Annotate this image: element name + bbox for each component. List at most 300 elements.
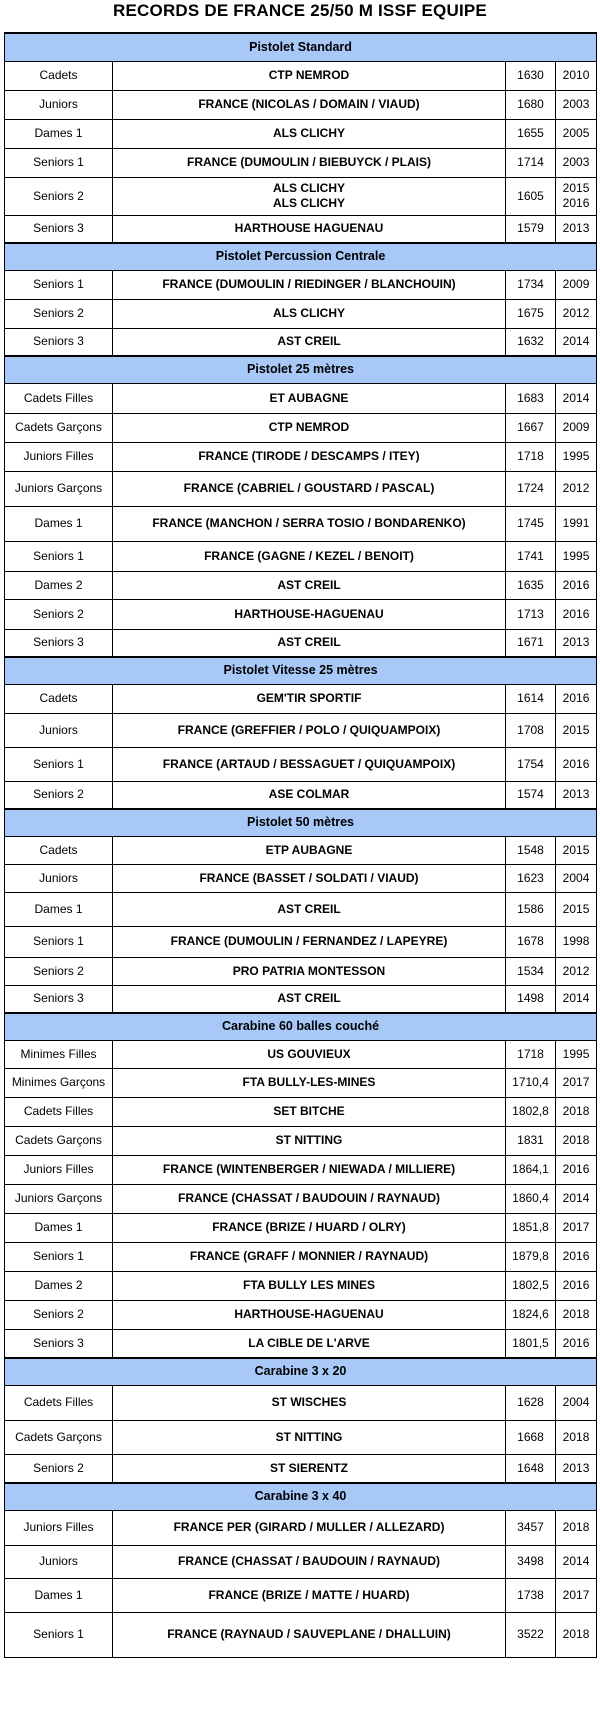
category-cell: Cadets (5, 836, 113, 864)
year-value: 2016 (562, 196, 590, 210)
category-cell: Juniors Garçons (5, 1184, 113, 1213)
team-name: ST NITTING (275, 1133, 343, 1147)
team-cell (113, 1420, 506, 1454)
score-cell: 1718 (506, 442, 556, 471)
team-cell (113, 383, 506, 413)
record-row (5, 541, 597, 571)
category-cell: Dames 1 (5, 506, 113, 541)
score-cell: 1851,8 (506, 1213, 556, 1242)
score-cell: 1586 (506, 892, 556, 926)
team-name: FRANCE (BRIZE / HUARD / OLRY) (212, 1220, 406, 1234)
team-name: ET AUBAGNE (269, 390, 349, 405)
team-name: FTA BULLY LES MINES (242, 1278, 375, 1292)
year-value: 2004 (562, 1395, 590, 1409)
record-row (5, 1578, 597, 1612)
team-name: FRANCE (DUMOULIN / RIEDINGER / BLANCHOUIN) (162, 277, 456, 291)
section-header (5, 243, 597, 270)
year-value: 2015 (562, 181, 590, 195)
record-row (5, 747, 597, 781)
score-cell: 1579 (506, 215, 556, 243)
year-value: 2016 (562, 1249, 590, 1263)
score-cell: 1879,8 (506, 1242, 556, 1271)
score-cell: 1864,1 (506, 1155, 556, 1184)
record-row (5, 177, 597, 215)
year-cell (556, 413, 597, 442)
year-value: 2016 (562, 1335, 590, 1350)
score-cell: 1574 (506, 781, 556, 809)
team-name: HARTHOUSE HAGUENAU (234, 221, 384, 236)
record-row (5, 1420, 597, 1454)
team-name: FRANCE (GRAFF / MONNIER / RAYNAUD) (189, 1249, 429, 1263)
category-cell: Seniors 2 (5, 1300, 113, 1329)
year-value: 2018 (562, 1627, 590, 1641)
team-cell (113, 90, 506, 119)
year-cell (556, 892, 597, 926)
category-cell: Seniors 3 (5, 629, 113, 657)
score-cell: 3498 (506, 1545, 556, 1578)
score-cell: 3457 (506, 1510, 556, 1545)
record-row (5, 1329, 597, 1358)
year-value: 2009 (562, 277, 590, 291)
year-value: 2015 (562, 901, 590, 916)
category-cell: Dames 1 (5, 1213, 113, 1242)
category-cell: Juniors Filles (5, 1155, 113, 1184)
year-cell (556, 1300, 597, 1329)
team-cell (113, 985, 506, 1013)
team-cell (113, 328, 506, 356)
year-value: 2017 (562, 1587, 590, 1602)
team-cell (113, 1184, 506, 1213)
section-title: Pistolet Percussion Centrale (5, 243, 597, 270)
record-row (5, 270, 597, 299)
year-cell (556, 747, 597, 781)
team-cell (113, 471, 506, 506)
team-name: ALS CLICHY (273, 306, 345, 320)
record-row (5, 926, 597, 957)
record-row (5, 1300, 597, 1329)
year-value: 2015 (562, 722, 590, 737)
section-title: Pistolet 25 mètres (5, 356, 597, 383)
team-cell (113, 926, 506, 957)
team-name: ALS CLICHY (273, 126, 345, 140)
team-cell (113, 442, 506, 471)
team-name: AST CREIL (277, 334, 341, 349)
year-cell (556, 61, 597, 90)
category-cell: Juniors Filles (5, 1510, 113, 1545)
score-cell: 1724 (506, 471, 556, 506)
category-cell: Minimes Filles (5, 1040, 113, 1068)
score-cell: 1667 (506, 413, 556, 442)
score-cell: 1802,8 (506, 1097, 556, 1126)
year-cell (556, 957, 597, 985)
year-cell (556, 781, 597, 809)
score-cell: 1680 (506, 90, 556, 119)
record-row (5, 836, 597, 864)
year-value: 2018 (562, 1307, 590, 1321)
year-value: 2014 (562, 390, 590, 405)
team-name: ALS CLICHY (273, 181, 345, 195)
team-name: LA CIBLE DE L'ARVE (248, 1335, 370, 1350)
page-title: RECORDS DE FRANCE 25/50 M ISSF EQUIPE (113, 1, 487, 20)
record-row (5, 471, 597, 506)
team-name: FRANCE (NICOLAS / DOMAIN / VIAUD) (198, 97, 420, 111)
category-cell: Cadets Garçons (5, 1420, 113, 1454)
year-value: 2004 (562, 870, 590, 885)
category-cell: Dames 2 (5, 571, 113, 599)
year-value: 1995 (562, 548, 590, 563)
team-cell (113, 864, 506, 892)
score-cell: 1614 (506, 684, 556, 713)
record-row (5, 328, 597, 356)
record-row (5, 781, 597, 809)
record-row (5, 299, 597, 328)
year-cell (556, 383, 597, 413)
team-cell (113, 1612, 506, 1657)
category-cell: Seniors 1 (5, 148, 113, 177)
category-cell: Seniors 2 (5, 599, 113, 629)
category-cell: Juniors (5, 90, 113, 119)
category-cell: Seniors 2 (5, 177, 113, 215)
year-value: 2018 (562, 1104, 590, 1118)
team-cell (113, 148, 506, 177)
score-cell: 1498 (506, 985, 556, 1013)
record-row (5, 864, 597, 892)
category-cell: Seniors 1 (5, 926, 113, 957)
year-value: 2018 (562, 1133, 590, 1147)
team-name: CTP NEMROD (268, 68, 350, 82)
year-cell (556, 629, 597, 657)
year-cell (556, 328, 597, 356)
year-cell (556, 1385, 597, 1420)
year-value: 2012 (562, 306, 590, 320)
score-cell: 1734 (506, 270, 556, 299)
record-row (5, 1545, 597, 1578)
year-cell (556, 442, 597, 471)
team-name: FRANCE (DUMOULIN / FERNANDEZ / LAPEYRE) (170, 934, 448, 948)
category-cell: Seniors 3 (5, 985, 113, 1013)
score-cell: 1678 (506, 926, 556, 957)
record-row (5, 1271, 597, 1300)
record-row (5, 1213, 597, 1242)
year-cell (556, 1454, 597, 1483)
team-name: FRANCE (CABRIEL / GOUSTARD / PASCAL) (183, 481, 435, 495)
section-header (5, 1013, 597, 1040)
year-cell (556, 1040, 597, 1068)
record-row (5, 1040, 597, 1068)
year-cell (556, 471, 597, 506)
category-cell: Seniors 3 (5, 1329, 113, 1358)
team-name: FRANCE (WINTENBERGER / NIEWADA / MILLIERE) (162, 1162, 456, 1176)
team-name: FRANCE (DUMOULIN / BIEBUYCK / PLAIS) (187, 155, 431, 169)
team-name: ALS CLICHY (273, 196, 345, 210)
year-cell (556, 1068, 597, 1097)
record-row (5, 892, 597, 926)
record-row (5, 215, 597, 243)
category-cell: Dames 1 (5, 892, 113, 926)
team-name: PRO PATRIA MONTESSON (232, 963, 386, 978)
year-value: 2009 (562, 420, 590, 434)
team-name: AST CREIL (277, 635, 341, 650)
record-row (5, 148, 597, 177)
score-cell: 1668 (506, 1420, 556, 1454)
section-title: Carabine 3 x 20 (5, 1358, 597, 1385)
score-cell: 1534 (506, 957, 556, 985)
year-cell (556, 864, 597, 892)
year-cell (556, 1578, 597, 1612)
team-name: US GOUVIEUX (267, 1046, 351, 1061)
year-value: 2014 (562, 334, 590, 349)
records-body (5, 33, 597, 1657)
year-value: 1995 (562, 1046, 590, 1061)
record-row (5, 571, 597, 599)
year-value: 2017 (562, 1220, 590, 1234)
year-cell (556, 1271, 597, 1300)
team-name: FRANCE (MANCHON / SERRA TOSIO / BONDARENKO) (152, 516, 466, 530)
team-cell (113, 270, 506, 299)
team-cell (113, 1242, 506, 1271)
year-cell (556, 571, 597, 599)
team-cell (113, 1126, 506, 1155)
year-cell (556, 713, 597, 747)
year-value: 1995 (562, 449, 590, 463)
score-cell: 1860,4 (506, 1184, 556, 1213)
score-cell: 1713 (506, 599, 556, 629)
record-row (5, 61, 597, 90)
record-row (5, 1068, 597, 1097)
year-cell (556, 1184, 597, 1213)
team-name: ETP AUBAGNE (265, 842, 353, 857)
year-cell (556, 1155, 597, 1184)
category-cell: Seniors 1 (5, 541, 113, 571)
team-cell (113, 599, 506, 629)
score-cell: 1628 (506, 1385, 556, 1420)
year-value: 2018 (562, 1429, 590, 1444)
team-cell (113, 1271, 506, 1300)
year-value: 2016 (562, 756, 590, 771)
team-cell (113, 119, 506, 148)
team-cell (113, 1329, 506, 1358)
score-cell: 1623 (506, 864, 556, 892)
team-name: FRANCE (BASSET / SOLDATI / VIAUD) (199, 870, 419, 885)
team-cell (113, 1068, 506, 1097)
team-cell (113, 177, 506, 215)
year-cell (556, 1329, 597, 1358)
category-cell: Minimes Garçons (5, 1068, 113, 1097)
score-cell: 1635 (506, 571, 556, 599)
category-cell: Dames 2 (5, 1271, 113, 1300)
record-row (5, 506, 597, 541)
year-value: 2016 (562, 691, 590, 705)
team-cell (113, 892, 506, 926)
team-cell (113, 1300, 506, 1329)
category-cell: Cadets (5, 684, 113, 713)
score-cell: 1741 (506, 541, 556, 571)
year-cell (556, 1612, 597, 1657)
team-name: AST CREIL (277, 577, 341, 592)
section-header (5, 657, 597, 684)
team-name: ST WISCHES (271, 1395, 347, 1409)
record-row (5, 1612, 597, 1657)
score-cell: 1738 (506, 1578, 556, 1612)
section-header (5, 356, 597, 383)
year-cell (556, 1510, 597, 1545)
section-header (5, 33, 597, 61)
team-cell (113, 1385, 506, 1420)
year-cell (556, 1213, 597, 1242)
score-cell: 3522 (506, 1612, 556, 1657)
team-name: CTP NEMROD (268, 420, 350, 434)
year-cell (556, 684, 597, 713)
category-cell: Seniors 2 (5, 957, 113, 985)
year-cell (556, 90, 597, 119)
score-cell: 1632 (506, 328, 556, 356)
category-cell: Juniors (5, 864, 113, 892)
year-cell (556, 599, 597, 629)
category-cell: Seniors 1 (5, 747, 113, 781)
category-cell: Juniors Filles (5, 442, 113, 471)
team-name: FRANCE (CHASSAT / BAUDOUIN / RAYNAUD) (177, 1554, 440, 1568)
category-cell: Seniors 3 (5, 215, 113, 243)
record-row (5, 1126, 597, 1155)
score-cell: 1801,5 (506, 1329, 556, 1358)
category-cell: Cadets Garçons (5, 413, 113, 442)
team-cell (113, 629, 506, 657)
section-title: Pistolet Vitesse 25 mètres (5, 657, 597, 684)
category-cell: Cadets Filles (5, 383, 113, 413)
team-name: FTA BULLY-LES-MINES (242, 1075, 376, 1089)
year-cell (556, 177, 597, 215)
year-value: 2003 (562, 97, 590, 111)
record-row (5, 957, 597, 985)
team-cell (113, 957, 506, 985)
team-name: AST CREIL (277, 901, 341, 916)
team-name: SET BITCHE (273, 1104, 345, 1118)
team-name: FRANCE (ARTAUD / BESSAGUET / QUIQUAMPOIX) (162, 756, 456, 771)
team-cell (113, 713, 506, 747)
year-value: 2013 (562, 787, 590, 802)
record-row (5, 119, 597, 148)
score-cell: 1630 (506, 61, 556, 90)
team-cell (113, 215, 506, 243)
score-cell: 1718 (506, 1040, 556, 1068)
record-row (5, 1184, 597, 1213)
team-name: ASE COLMAR (268, 787, 350, 802)
team-cell (113, 1545, 506, 1578)
category-cell: Cadets Garçons (5, 1126, 113, 1155)
score-cell: 1714 (506, 148, 556, 177)
record-row (5, 1242, 597, 1271)
record-row (5, 599, 597, 629)
team-cell (113, 1213, 506, 1242)
team-cell (113, 747, 506, 781)
year-cell (556, 836, 597, 864)
team-cell (113, 1040, 506, 1068)
record-row (5, 713, 597, 747)
score-cell: 1671 (506, 629, 556, 657)
record-row (5, 413, 597, 442)
team-name: FRANCE (RAYNAUD / SAUVEPLANE / DHALLUIN) (167, 1627, 451, 1641)
record-row (5, 985, 597, 1013)
year-cell (556, 119, 597, 148)
year-value: 2012 (562, 481, 590, 495)
category-cell: Seniors 2 (5, 299, 113, 328)
category-cell: Dames 1 (5, 1578, 113, 1612)
year-value: 2014 (562, 1191, 590, 1205)
year-value: 2005 (562, 126, 590, 140)
year-value: 2015 (562, 842, 590, 857)
year-value: 2012 (562, 963, 590, 978)
score-cell: 1708 (506, 713, 556, 747)
category-cell: Juniors (5, 1545, 113, 1578)
year-cell (556, 299, 597, 328)
record-row (5, 1155, 597, 1184)
category-cell: Cadets Filles (5, 1385, 113, 1420)
year-value: 2010 (562, 68, 590, 82)
team-name: GEM'TIR SPORTIF (256, 691, 362, 705)
category-cell: Seniors 3 (5, 328, 113, 356)
year-value: 1991 (562, 516, 590, 530)
year-value: 2016 (562, 577, 590, 592)
year-cell (556, 1242, 597, 1271)
record-row (5, 1454, 597, 1483)
year-value: 2013 (562, 221, 590, 236)
record-row (5, 90, 597, 119)
team-name: ST SIERENTZ (269, 1460, 348, 1475)
section-title: Pistolet Standard (5, 33, 597, 61)
score-cell: 1548 (506, 836, 556, 864)
team-cell (113, 61, 506, 90)
year-cell (556, 1126, 597, 1155)
section-header (5, 809, 597, 836)
team-name: HARTHOUSE-HAGUENAU (234, 1307, 384, 1321)
team-cell (113, 413, 506, 442)
category-cell: Seniors 2 (5, 781, 113, 809)
team-name: FRANCE (GAGNE / KEZEL / BENOIT) (204, 548, 414, 563)
year-value: 2016 (562, 1162, 590, 1176)
team-cell (113, 836, 506, 864)
year-value: 1998 (562, 934, 590, 948)
year-cell (556, 270, 597, 299)
score-cell: 1802,5 (506, 1271, 556, 1300)
year-cell (556, 926, 597, 957)
record-row (5, 684, 597, 713)
section-title: Carabine 3 x 40 (5, 1483, 597, 1510)
team-name: FRANCE (TIRODE / DESCAMPS / ITEY) (198, 449, 420, 463)
records-table (4, 32, 597, 1658)
team-cell (113, 1155, 506, 1184)
year-value: 2013 (562, 635, 590, 650)
team-cell (113, 541, 506, 571)
year-cell (556, 985, 597, 1013)
year-cell (556, 1097, 597, 1126)
team-name: FRANCE (BRIZE / MATTE / HUARD) (208, 1587, 410, 1602)
year-cell (556, 1420, 597, 1454)
year-value: 2017 (562, 1075, 590, 1089)
year-cell (556, 148, 597, 177)
year-value: 2014 (562, 991, 590, 1006)
score-cell: 1605 (506, 177, 556, 215)
category-cell: Seniors 2 (5, 1454, 113, 1483)
team-name: HARTHOUSE-HAGUENAU (234, 606, 384, 621)
record-row (5, 1510, 597, 1545)
team-cell (113, 1510, 506, 1545)
team-name: FRANCE PER (GIRARD / MULLER / ALLEZARD) (173, 1520, 445, 1534)
category-cell: Seniors 1 (5, 1612, 113, 1657)
year-cell (556, 215, 597, 243)
score-cell: 1648 (506, 1454, 556, 1483)
team-name: AST CREIL (277, 991, 341, 1006)
record-row (5, 629, 597, 657)
